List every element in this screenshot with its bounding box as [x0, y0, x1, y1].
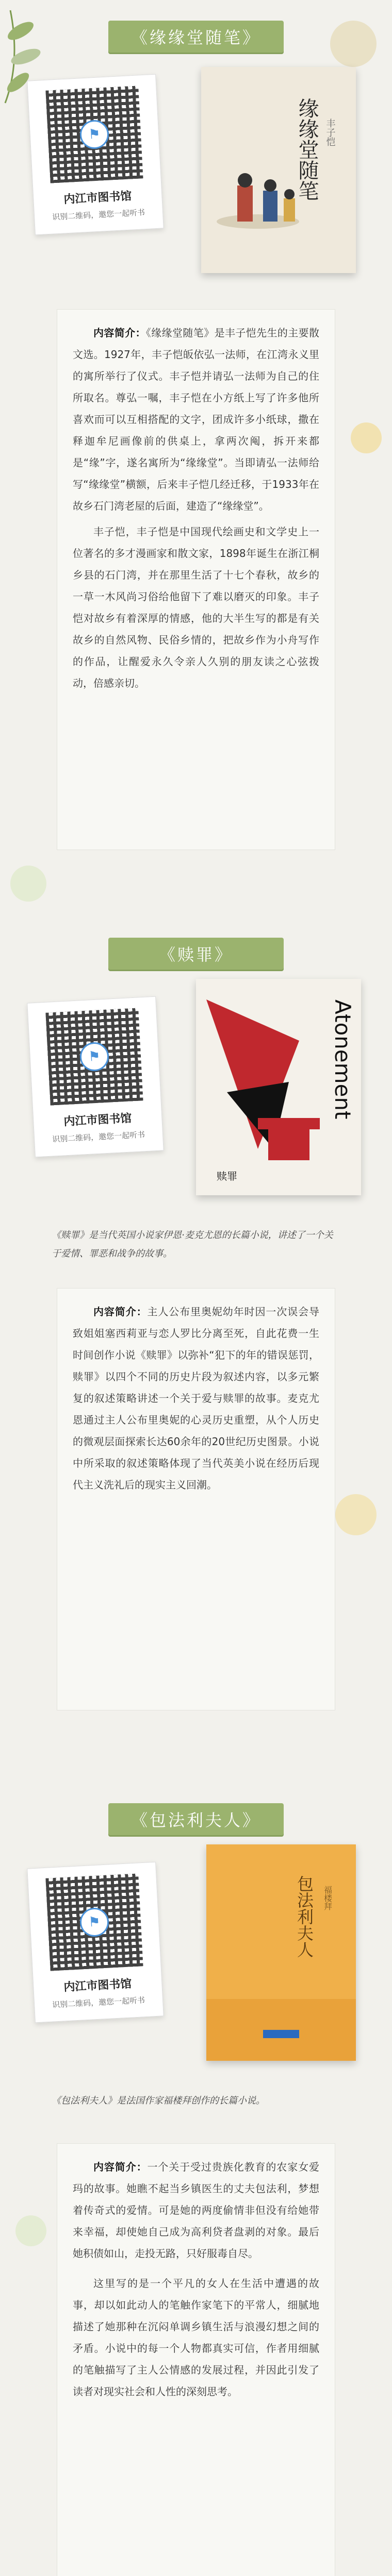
cover-title: 缘缘堂随笔	[295, 98, 319, 201]
intro-label: 内容简介：	[93, 2161, 148, 2173]
dot-decoration	[10, 866, 46, 902]
intro-paragraph: 丰子恺，丰子恺是中国现代绘画史和文学史上一位著名的多才漫画家和散文家，1898年诞生在浙江桐乡县的石门湾，并在那里生活了十七个春秋，故乡的一草一木风尚习俗给他留下了难以磨灭的印象。丰子恺对故乡有着深厚的情感，他的大半生写的都是有关故乡的自然风物、民俗乡情的，把故乡作为小舟写作的作品，让醒爱永久令亲人久别的朋友读之心弦拨动，倍感亲切。	[73, 526, 319, 689]
section-banner: 《缘缘堂随笔》	[108, 21, 284, 53]
cover-title: 包法利夫人	[295, 1875, 314, 1958]
intro-label: 内容简介：	[93, 1306, 148, 1318]
content-intro-box	[57, 309, 335, 850]
book-cover	[201, 67, 356, 273]
intro-paragraph: 这里写的是一个平凡的女人在生活中遭遇的故事，却以如此动人的笔触作家笔下的平常人，细腻地描述了她那种在沉闷单调乡镇生活与浪漫幻想之间的矛盾。小说中的每一个人物都真实可信，作者用细腻的笔触描写了主人公情感的发展过程，并因此引发了读者对现实社会和人性的深刻思考。	[73, 2277, 319, 2398]
section-banner: 《包法利夫人》	[108, 1803, 284, 1835]
book-illustration-icon	[196, 979, 361, 1195]
book-cover	[196, 979, 361, 1195]
library-logo-icon: ⚑	[79, 120, 110, 150]
book-caption: 《包法利夫人》是法国作家福楼拜创作的长篇小说。	[52, 2095, 265, 2106]
book-illustration-icon	[206, 1844, 356, 2061]
intro-paragraph: 主人公布里奥妮幼年时因一次误会导致姐姐塞西莉亚与恋人罗比分离至死，自此花费一生时间创作小说《赎罪》以弥补“犯下的年的错误惩罚，赎罪》以四个不同的历史片段为叙述内容，以多元繁复的叙述策略讲述一个关于爱与赎罪的故事。麦克尤恩通过主人公布里奥妮的心灵历史重塑，从个人历史的微观层面探索长达60余年的20世纪历史图景。小说中所采取的叙述策略体现了当代英美小说在经历后现代主义洗礼后的现实主义回潮。	[73, 1306, 319, 1491]
qr-subtitle: 识别二维码，邀您一起听书	[52, 1995, 145, 2010]
library-logo-icon: ⚑	[79, 1042, 110, 1072]
book-cover	[206, 1844, 356, 2061]
qr-code-card[interactable]	[27, 1862, 164, 2023]
section-banner: 《赎罪》	[108, 938, 284, 970]
qr-code[interactable]	[45, 1873, 143, 1971]
dot-decoration	[351, 422, 382, 453]
content-intro-box	[57, 1288, 335, 1710]
intro-paragraph: 一个关于受过贵族化教育的农家女爱玛的故事。她瞧不起当乡镇医生的丈夫包法利，梦想着传奇式的爱情。可是她的两度偷情非但没有给她带来幸福，却使她自己成为高利贷者盘剥的对象。最后她积债如山，走投无路，只好服毒自尽。	[73, 2161, 319, 2260]
dot-decoration	[335, 1494, 377, 1535]
qr-subtitle: 识别二维码，邀您一起听书	[52, 1130, 145, 1144]
qr-subtitle: 识别二维码，邀您一起听书	[52, 208, 145, 222]
cover-author: 丰子恺	[324, 118, 336, 146]
intro-label: 内容简介：	[93, 327, 146, 339]
dot-decoration	[330, 21, 377, 67]
book-illustration-icon	[201, 67, 356, 273]
cover-cn-title: 赎罪	[217, 1170, 237, 1182]
library-logo-icon: ⚑	[79, 1907, 110, 1938]
intro-paragraph: 《缘缘堂随笔》是丰子恺先生的主要散文选。1927年，丰子恺皈依弘一法师，在江湾永义里的寓所举行了仪式。丰子恺并请弘一法师为自己的住所取名。尊弘一嘱，丰子恺在小方纸上写了许多他所喜欢而可以互相搭配的文字，团成许多小纸球，撒在释迦牟尼画像前的供桌上，拿两次阄，拆开来都是“缘”字，遂名寓所为“缘缘堂”。当即请弘一法师给写“缘缘堂”横额，后来丰子恺几经迁移，于1933年在故乡石门湾老屋的后面，建造了“缘缘堂”。	[73, 327, 320, 512]
qr-code-card[interactable]	[27, 996, 164, 1158]
cover-author: 福楼拜	[322, 1886, 333, 1910]
qr-title: 内江市图书馆	[63, 1977, 132, 1994]
qr-code-card[interactable]	[27, 74, 164, 235]
qr-code[interactable]	[45, 1008, 143, 1105]
dot-decoration	[15, 2215, 46, 2246]
cover-title: Atonement	[330, 999, 355, 1120]
content-intro-box	[57, 2143, 335, 2576]
qr-title: 内江市图书馆	[63, 1112, 132, 1129]
qr-code[interactable]	[45, 86, 143, 183]
book-caption: 《赎罪》是当代英国小说家伊恩·麦克尤恩的长篇小说，讲述了一个关于爱情、罪恶和战争的故事。	[52, 1230, 333, 1259]
qr-title: 内江市图书馆	[63, 190, 132, 207]
